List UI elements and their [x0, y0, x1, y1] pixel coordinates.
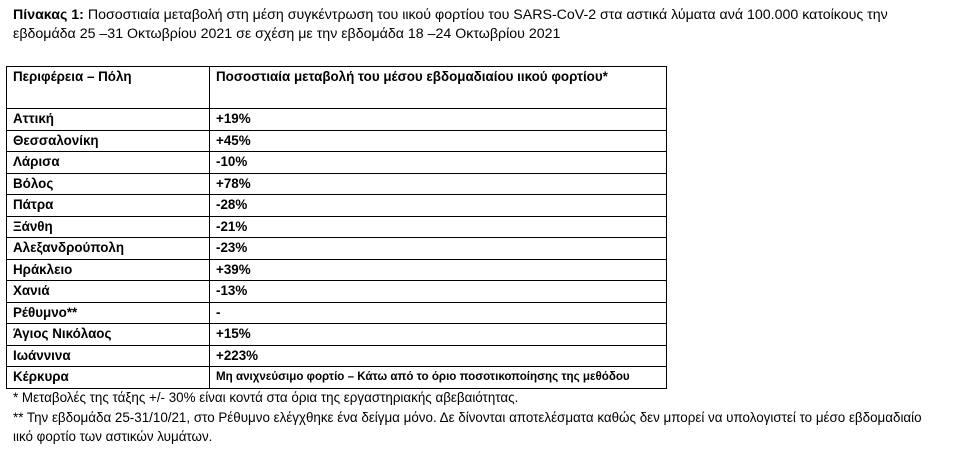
city-cell: Πάτρα — [7, 195, 210, 217]
city-cell: Ξάνθη — [7, 216, 210, 238]
city-cell: Κέρκυρα — [7, 367, 210, 389]
table-row — [7, 195, 667, 217]
city-cell: Λάρισα — [7, 152, 210, 174]
caption-label: Πίνακας 1: — [13, 7, 84, 23]
city-cell: Ρέθυμνο** — [7, 302, 210, 324]
caption-text: Ποσοστιαία μεταβολή στη μέση συγκέντρωση του ιικού φορτίου του SARS-CoV-2 στα αστικά λύματα ανά 100.000 κατοίκους την εβδομάδα 25 –31 Οκτωβρίου 2021 σε σχέση με την εβδομάδα 18 –24 Οκτωβρίου 2021 — [13, 7, 888, 42]
change-cell: -21% — [210, 216, 667, 238]
city-cell: Ιωάννινα — [7, 345, 210, 367]
table-row — [7, 216, 667, 238]
table-header-row — [7, 67, 667, 109]
city-cell: Θεσσαλονίκη — [7, 130, 210, 152]
city-cell: Χανιά — [7, 281, 210, 303]
footnote-uncertainty: * Μεταβολές της τάξης +/- 30% είναι κοντά στα όρια της εργαστηριακής αβεβαιότητας. — [13, 390, 519, 405]
change-cell: -28% — [210, 195, 667, 217]
change-cell: +78% — [210, 173, 667, 195]
change-cell: +19% — [210, 109, 667, 131]
change-cell: -13% — [210, 281, 667, 303]
table-row — [7, 259, 667, 281]
change-cell: -10% — [210, 152, 667, 174]
header-percent-change: Ποσοστιαία μεταβολή του μέσου εβδομαδιαίου ιικού φορτίου* — [210, 67, 667, 109]
change-cell-note: Μη ανιχνεύσιμο φορτίο – Κάτω από το όριο ποσοτικοποίησης της μεθόδου — [210, 367, 667, 389]
header-region-city: Περιφέρεια – Πόλη — [7, 67, 210, 109]
change-cell: -23% — [210, 238, 667, 260]
table-caption — [13, 6, 943, 44]
city-cell: Αττική — [7, 109, 210, 131]
city-cell: Ηράκλειο — [7, 259, 210, 281]
table-row — [7, 324, 667, 346]
table-row — [7, 130, 667, 152]
city-cell: Βόλος — [7, 173, 210, 195]
change-cell: - — [210, 302, 667, 324]
change-cell: +39% — [210, 259, 667, 281]
table-row — [7, 173, 667, 195]
viral-load-table — [6, 66, 667, 389]
change-cell: +223% — [210, 345, 667, 367]
table-row — [7, 152, 667, 174]
footnotes — [13, 388, 943, 447]
change-cell: +45% — [210, 130, 667, 152]
city-cell: Αλεξανδρούπολη — [7, 238, 210, 260]
footnote-rethymno: ** Την εβδομάδα 25-31/10/21, στο Ρέθυμνο ελέγχθηκε ένα δείγμα μόνο. Δε δίνονται αποτελέσματα καθώς δεν μπορεί να υπολογιστεί το μέσο εβδομαδιαίο ιικό φορτίο των αστικών λυμάτων. — [13, 409, 922, 444]
table-row — [7, 238, 667, 260]
table-row — [7, 345, 667, 367]
change-cell: +15% — [210, 324, 667, 346]
table-row — [7, 302, 667, 324]
table-row — [7, 367, 667, 389]
table-row — [7, 281, 667, 303]
city-cell: Άγιος Νικόλαος — [7, 324, 210, 346]
table-row — [7, 109, 667, 131]
